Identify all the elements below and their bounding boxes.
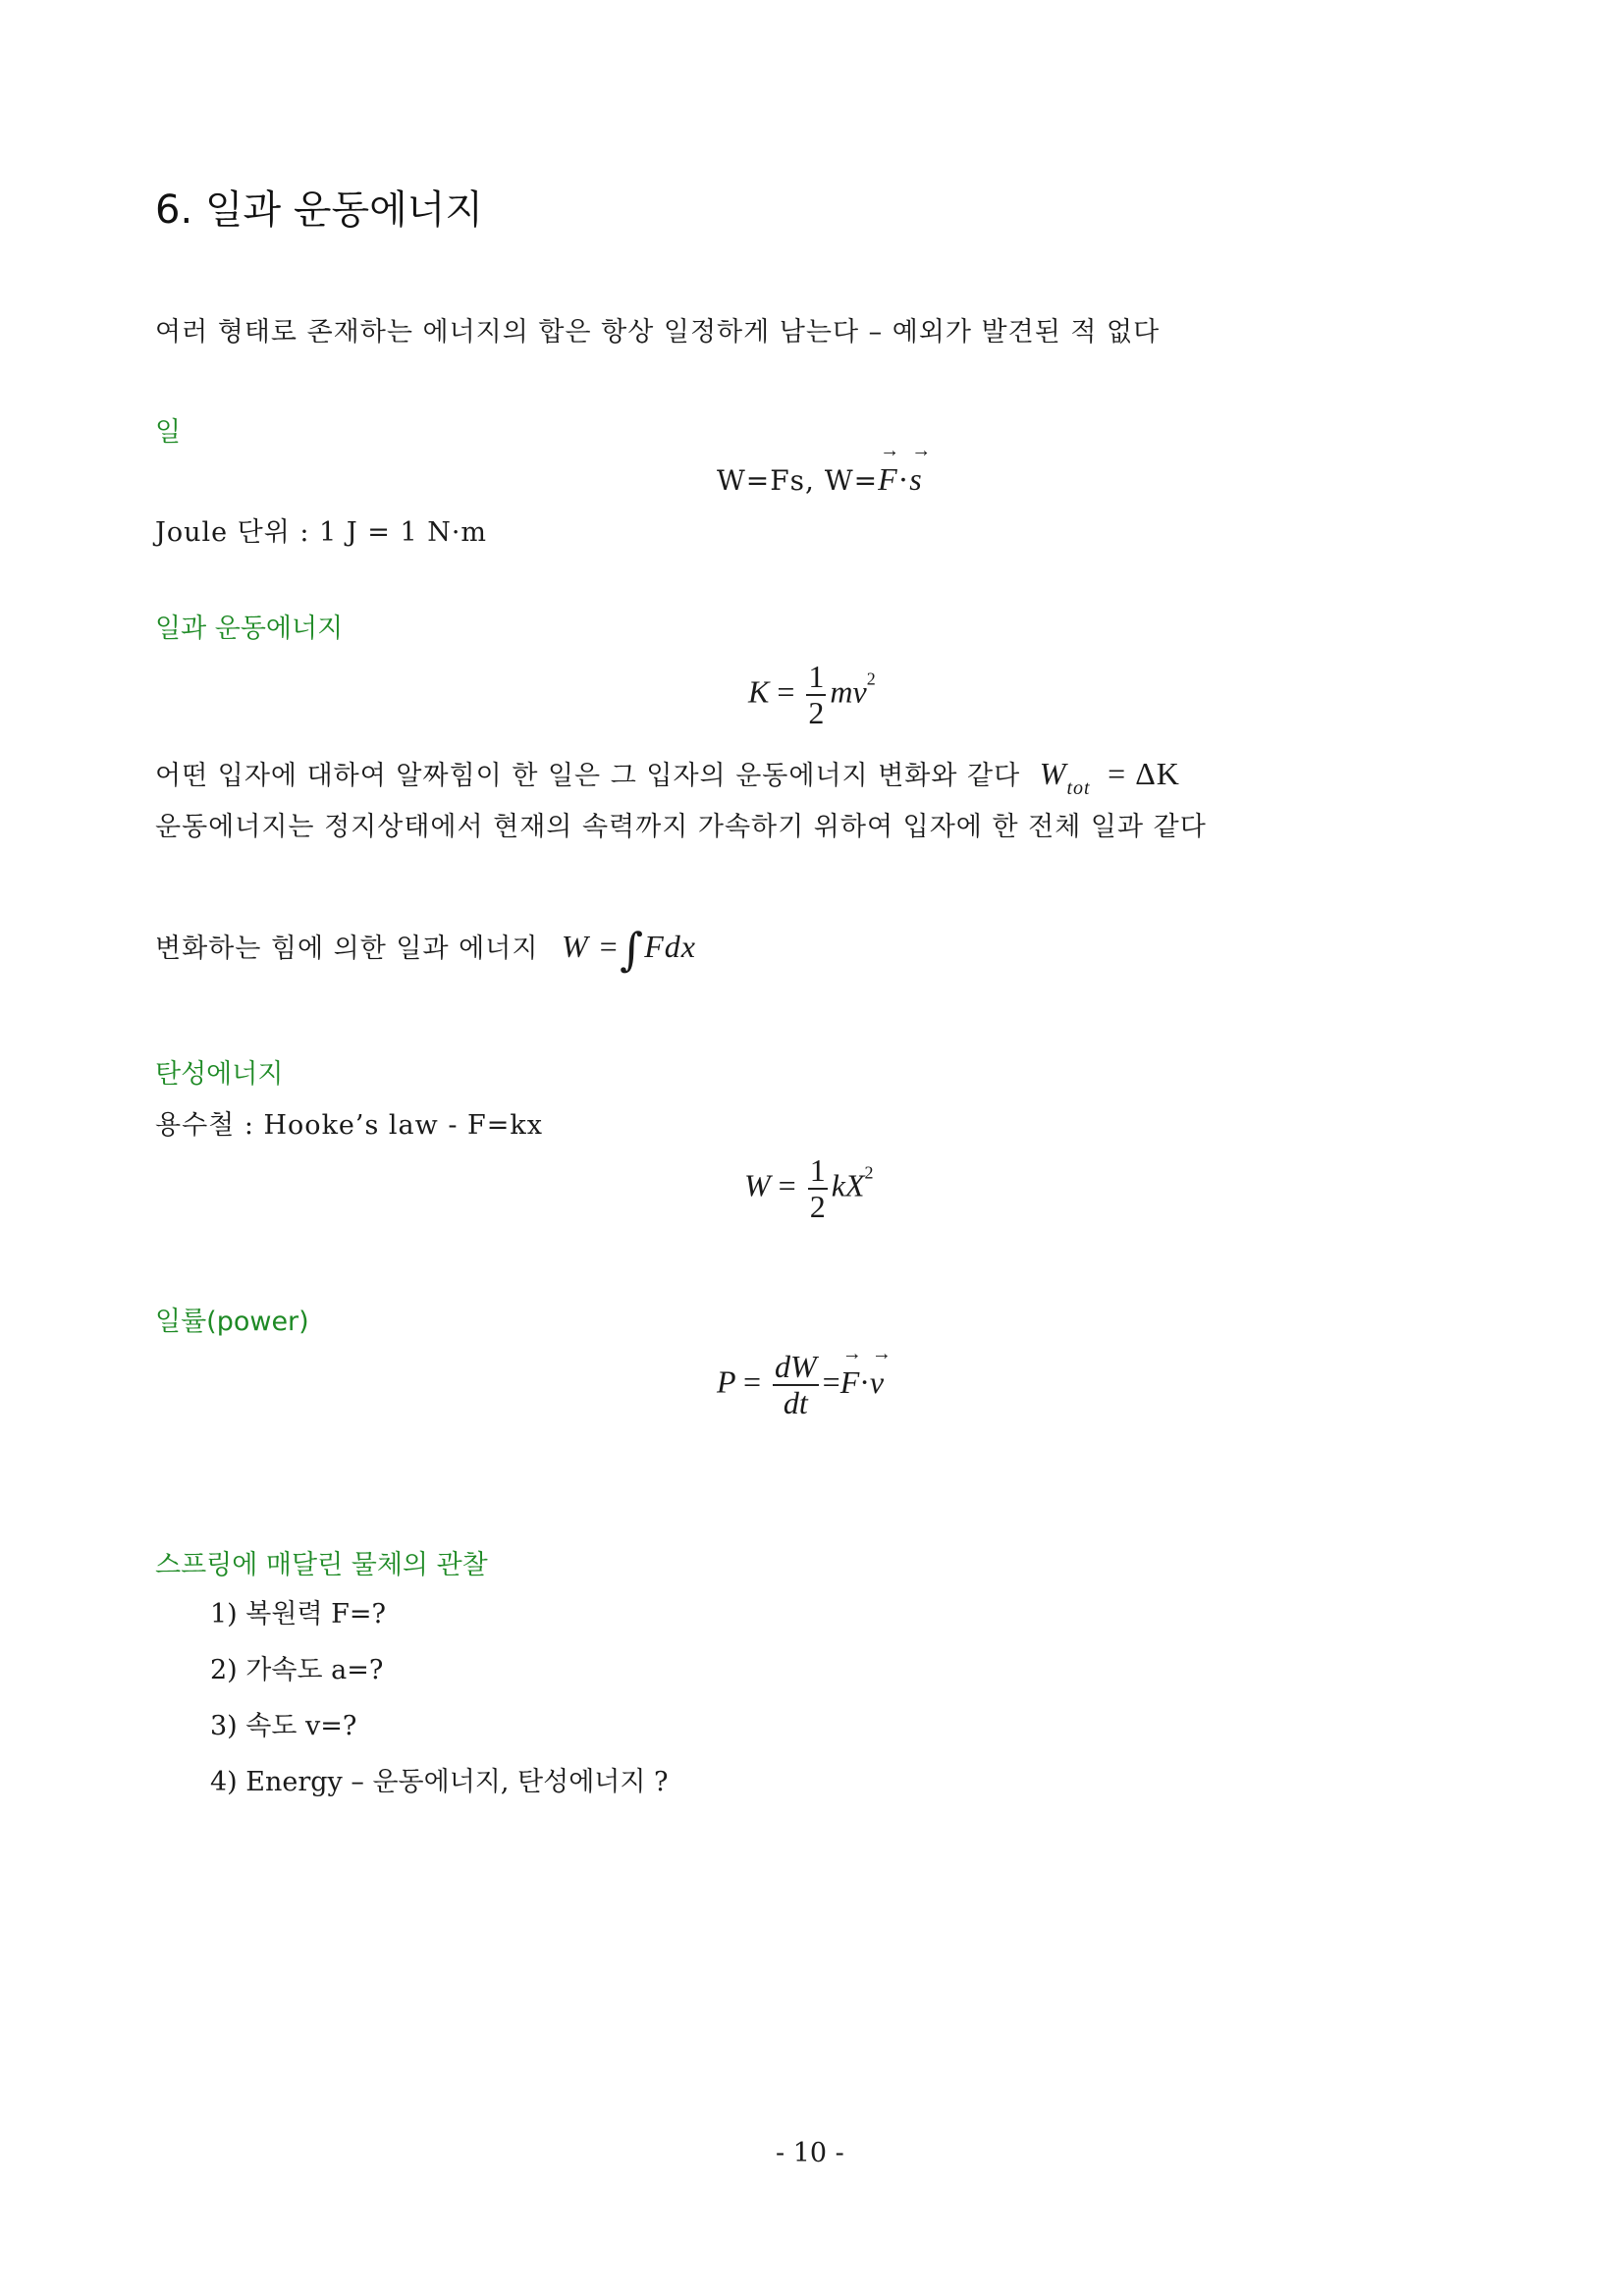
work-formula: [717, 461, 923, 498]
work-energy-theorem-line: [155, 754, 1180, 800]
fraction-numerator: 1: [806, 660, 826, 696]
formula-lhs: P: [717, 1363, 735, 1400]
equals-sign: =: [742, 1363, 762, 1400]
formula-rhs: mv: [830, 673, 867, 710]
page-title: 6. 일과 운동에너지: [155, 187, 484, 233]
formula-lhs: W: [744, 1167, 771, 1203]
vector-f: → F: [878, 461, 898, 498]
work-formula-prefix: W=Fs, W=: [717, 464, 879, 497]
vector-s: → s: [909, 461, 922, 498]
vector-v: → v: [870, 1364, 884, 1401]
fraction-numerator: dW: [773, 1350, 819, 1386]
intro-text: 여러 형태로 존재하는 에너지의 합은 항상 일정하게 남는다 – 예외가 발견된 적 없다: [155, 317, 1161, 347]
dot-operator: ·: [859, 1363, 870, 1400]
fraction-one-half: [806, 660, 826, 730]
equals-sign: =: [778, 1167, 796, 1203]
formula-rhs: kX: [831, 1167, 865, 1203]
equals-sign: =: [777, 673, 795, 710]
tot-subscript: tot: [1066, 777, 1091, 799]
elastic-energy-formula: [744, 1153, 873, 1224]
kinetic-energy-formula: [748, 660, 876, 730]
exponent: 2: [864, 1162, 874, 1183]
fraction-dw-dt: [773, 1350, 819, 1420]
vector-f: → F: [840, 1364, 860, 1401]
equals-sign-2: =: [822, 1363, 840, 1400]
theorem-text: 어떤 입자에 대하여 알짜힘이 한 일은 그 입자의 운동에너지 변화와 같다: [155, 761, 1021, 791]
section-heading-elastic: 탄성에너지: [155, 1059, 284, 1090]
integral-rhs: Fdx: [644, 929, 696, 964]
section-heading-work: 일: [155, 417, 182, 448]
list-item: 2) 가속도 a=?: [210, 1655, 384, 1685]
fraction-denominator: 2: [809, 1189, 826, 1225]
w-symbol: W: [1039, 756, 1067, 791]
hookes-law-line: 용수철 : Hooke’s law - F=kx: [155, 1110, 544, 1141]
variable-force-text: 변화하는 힘에 의한 일과 에너지: [155, 934, 539, 964]
fraction-denominator: 2: [808, 695, 825, 731]
delta-k: = ΔK: [1108, 756, 1180, 791]
kinetic-energy-definition-line: 운동에너지는 정지상태에서 현재의 속력까지 가속하기 위하여 입자에 한 전체 일과 같다: [155, 812, 1207, 842]
variable-force-line: [155, 923, 696, 976]
exponent: 2: [866, 668, 876, 689]
list-item: 4) Energy – 운동에너지, 탄성에너지 ?: [210, 1767, 669, 1797]
formula-lhs: K: [748, 673, 770, 710]
list-item: 3) 속도 v=?: [210, 1711, 357, 1741]
fraction-denominator: dt: [783, 1385, 808, 1421]
joule-unit-line: Joule 단위 : 1 J = 1 N·m: [155, 517, 488, 548]
integral-lhs: W =: [562, 929, 621, 964]
power-formula: [717, 1350, 884, 1420]
dot-operator: ·: [897, 461, 910, 497]
fraction-numerator: 1: [808, 1153, 828, 1190]
page-number: - 10 -: [776, 2138, 844, 2168]
list-item: 1) 복원력 F=?: [210, 1599, 386, 1629]
section-heading-spring: 스프링에 매달린 물체의 관찰: [155, 1550, 488, 1580]
section-heading-power: 일률(power): [155, 1307, 309, 1337]
section-heading-kinetic: 일과 운동에너지: [155, 614, 344, 644]
spring-question-list: [210, 1592, 669, 1798]
integral-sign: ∫: [620, 923, 645, 976]
fraction-one-half: [808, 1153, 828, 1224]
